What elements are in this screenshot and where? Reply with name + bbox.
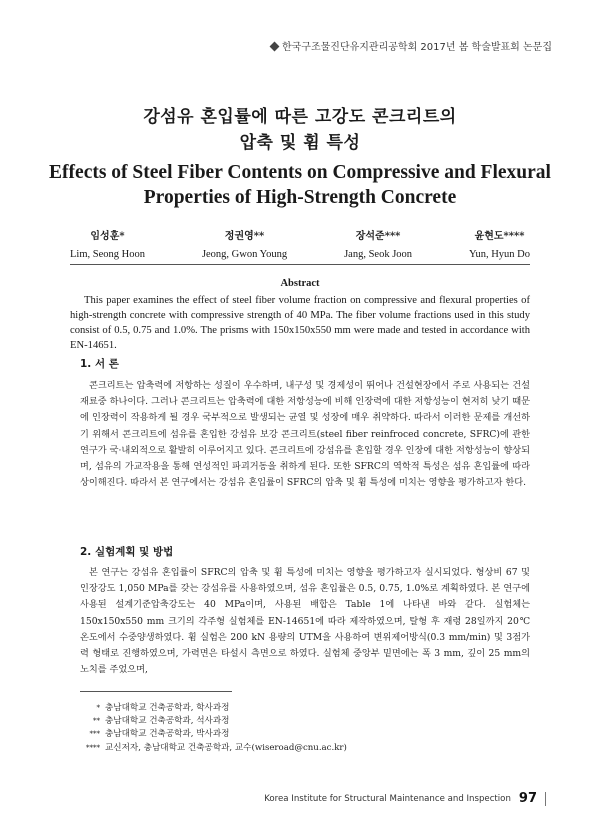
footnote (80, 715, 347, 728)
footnote-mark: **** (86, 743, 100, 752)
korean-title (0, 104, 600, 156)
author-korean-name: 윤현도**** (474, 231, 525, 242)
korean-title-line-1: 강섬유 혼입률에 따른 고강도 콘크리트의 (143, 107, 457, 127)
author-korean-name: 장석준*** (355, 231, 401, 242)
footnotes (80, 702, 347, 755)
running-header (271, 38, 552, 53)
korean-title-line-2: 압축 및 휨 특성 (239, 133, 361, 153)
page-footer (264, 791, 546, 806)
author-list (70, 228, 530, 264)
abstract-text: This paper examines the effect of steel fiber volume fraction on compressive and flexural properties of high-strength concrete with compressive strength of 40 MPa. The fiber volume fractions used in this study consist of 0.5, 0.75 and 1.0%. The prisms with 150x150x550 mm were made and tested in accordance with EN-14651. (70, 295, 530, 351)
author-korean-name: 임성훈* (90, 231, 125, 242)
footer-institute: Korea Institute for Structural Maintenance and Inspection (264, 793, 511, 804)
author (469, 228, 530, 264)
section-heading-introduction: 1. 서 론 (80, 358, 119, 370)
section-heading-method: 2. 실험계획 및 방법 (80, 546, 174, 558)
footnote-text: 교신저자, 충남대학교 건축공학과, 교수(wiseroad@cnu.ac.kr) (105, 742, 347, 753)
footnote (80, 702, 347, 715)
section-body-method: 본 연구는 강섬유 혼입률이 SFRC의 압축 및 휨 특성에 미치는 영향을 평가하고자 실시되었다. 형상비 67 및 인장강도 1,050 MPa를 갖는 강섬유를 사용하였으며, 섬유 혼입률은 0.5, 0.75, 1.0%로 계획하였다. 본 연구에 사용된 설계기준압축강도는 40 MPa이며, 사용된 배합은 Table 1에 나타낸 바와 같다. 실험체는 150x150x550 mm 크기의 각주형 실험체를 EN-14651에 따라 제작하였으며, 탈형 후 재령 28일까지 20℃ 온도에서 수중양생하였다. 휨 실험은 200 kN 용량의 UTM을 사용하여 변위제어방식(0.3 mm/min) 및 3점가력 형태로 진행하였으며, 가력면은 타설시 측면으로 하였다. 실험체 중앙부 밑면에는 폭 3 mm, 깊이 25 mm의 노치를 주었으며, (80, 567, 530, 676)
author (202, 228, 287, 264)
footnote (80, 728, 347, 741)
footnote-text: 충남대학교 건축공학과, 학사과정 (105, 703, 230, 713)
author-english-name: Yun, Hyun Do (469, 249, 530, 260)
page-number: 97 (518, 791, 537, 806)
author (344, 228, 412, 264)
english-title-line-1: Effects of Steel Fiber Contents on Compressive and Flexural (49, 162, 551, 183)
footnote-divider (80, 691, 232, 692)
abstract-divider (70, 264, 530, 265)
footnote-text: 충남대학교 건축공학과, 석사과정 (105, 716, 230, 727)
section-body-introduction: 콘크리트는 압축력에 저항하는 성질이 우수하며, 내구성 및 경제성이 뛰어나 건설현장에서 주로 사용되는 건설재료중 하나이다. 그러나 콘크리트는 압축력에 대한 저항성능에 비해 인장력에 대한 저항성능이 현저히 낮기 때문에 인장력이 작용하게 될 경우 국부적으로 발생되는 균열 및 성장에 매우 취약하다. 따라서 이러한 문제를 개선하기 위해서 콘크리트에 섬유를 혼입한 강섬유 보강 콘크리트(steel fiber reinfroced concrete, SFRC)에 관한 연구가 국·내외적으로 활발히 이루어지고 있다. 콘크리트에 강섬유를 혼입할 경우 인장에 대한 저항성능이 향상되며, 섬유의 가교작용을 통해 연성적인 파괴거동을 취하게 된다. 또한 SFRC의 역학적 특성은 섬유 혼입률에 따라 상이해진다. 따라서 본 연구에서는 강섬유 혼입률이 SFRC의 압축 및 휨 특성에 미치는 영향을 평가하고자 한다. (80, 380, 530, 489)
author-english-name: Lim, Seong Hoon (70, 249, 145, 260)
footnote-mark: * (96, 704, 100, 712)
author-korean-name: 정권영** (224, 231, 265, 242)
footer-divider (545, 792, 546, 806)
author-english-name: Jeong, Gwon Young (201, 249, 288, 260)
footnote-text: 충남대학교 건축공학과, 박사과정 (105, 729, 230, 740)
footnote (80, 742, 347, 755)
footnote-mark: *** (89, 730, 100, 739)
diamond-icon (270, 42, 280, 52)
author-english-name: Jang, Seok Joon (344, 249, 413, 260)
footnote-mark: ** (93, 717, 100, 726)
author (70, 228, 145, 264)
english-title (0, 160, 600, 210)
abstract-heading: Abstract (280, 278, 320, 289)
english-title-line-2: Properties of High-Strength Concrete (143, 187, 457, 208)
running-header-text: 한국구조물진단유지관리공학회 2017년 봄 학술발표회 논문집 (281, 42, 552, 53)
